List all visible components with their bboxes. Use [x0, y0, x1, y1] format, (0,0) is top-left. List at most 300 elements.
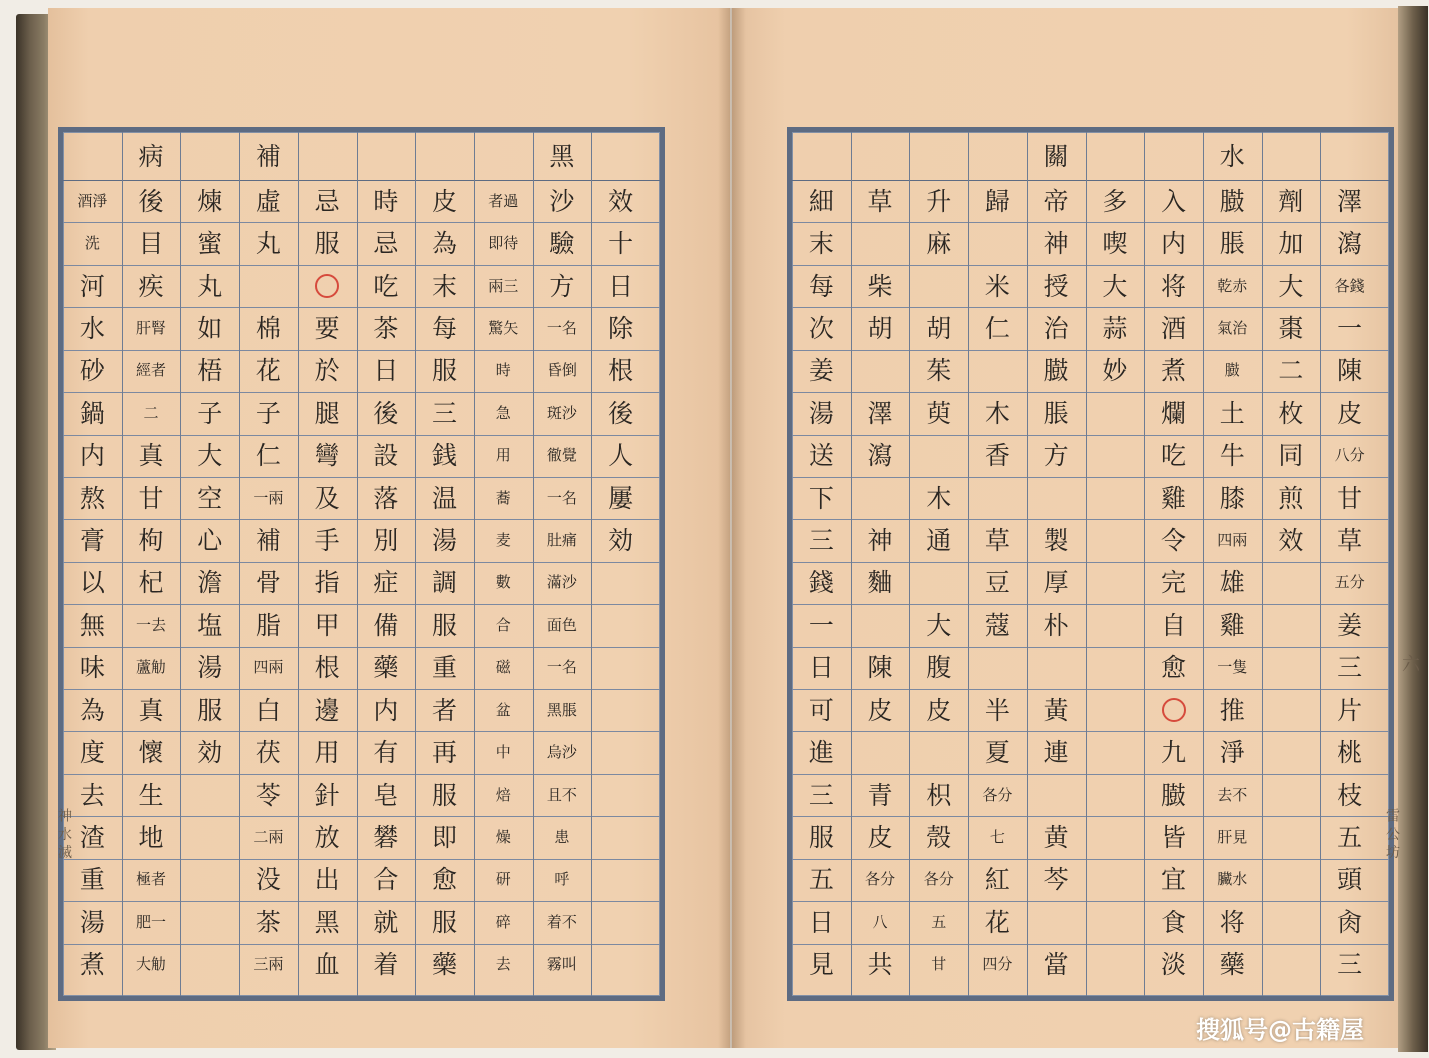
grid-char: 手	[314, 526, 340, 556]
grid-char: 日	[808, 653, 834, 683]
grid-char: 完	[1161, 568, 1187, 598]
grid-char: 澤	[1337, 186, 1363, 216]
annotation-note: 各錢	[1334, 276, 1365, 295]
grid-char: 雞	[1161, 483, 1187, 513]
annotation-note: 焙	[495, 785, 511, 804]
annotation-note: 乾赤	[1217, 276, 1248, 295]
grid-char: 細	[808, 186, 834, 216]
grid-char: 根	[314, 653, 340, 683]
grid-char: 湯	[79, 907, 105, 937]
grid-char: 朴	[1043, 610, 1069, 640]
grid-char: 共	[867, 950, 893, 980]
grid-char: 入	[1161, 186, 1187, 216]
grid-char: 胡	[926, 313, 952, 343]
annotation-note: 氣治	[1217, 318, 1248, 337]
grid-char: 皮	[867, 823, 893, 853]
grid-char: 神	[1043, 229, 1069, 259]
grid-char: 三	[808, 780, 834, 810]
grid-char: 及	[314, 483, 340, 513]
grid-char: 殼	[926, 823, 952, 853]
grid-char: 酒	[1161, 313, 1187, 343]
grid-char: 錢	[808, 568, 834, 598]
grid-char: 仁	[255, 441, 281, 471]
annotation-note: 二	[143, 403, 159, 422]
annotation-note: 大觔	[136, 955, 167, 974]
grid-char: 塩	[197, 610, 223, 640]
annotation-note: 蘆觔	[136, 658, 167, 677]
annotation-note: 一隻	[1217, 658, 1248, 677]
annotation-note: 昏倒	[546, 361, 577, 380]
grid-char: 人	[608, 441, 634, 471]
grid-char: 澤	[867, 398, 893, 428]
grid-char: 通	[926, 526, 952, 556]
grid-char: 大	[926, 610, 952, 640]
grid-char: 青	[867, 780, 893, 810]
row-rule	[792, 731, 1389, 732]
annotation-note: 一名	[546, 658, 577, 677]
grid-char: 歸	[984, 186, 1010, 216]
grid-char: 蔻	[984, 610, 1010, 640]
grid-char: 重	[432, 653, 458, 683]
grid-char: 麻	[926, 229, 952, 259]
annotation-note: 用	[495, 446, 511, 465]
grid-char: 澹	[197, 568, 223, 598]
grid-char: 大	[1102, 271, 1128, 301]
annotation-note: 四分	[982, 955, 1013, 974]
grid-char: 臌	[1043, 356, 1069, 386]
grid-char: 效	[1278, 526, 1304, 556]
annotation-note: 一兩	[253, 488, 284, 507]
grid-char: 棉	[255, 313, 281, 343]
grid-char: 味	[79, 653, 105, 683]
annotation-note: 中	[495, 743, 511, 762]
right-page-grid	[787, 127, 1394, 1001]
annotation-note: 烏沙	[546, 743, 577, 762]
annotation-note: 急	[495, 403, 511, 422]
grid-char: 備	[373, 610, 399, 640]
grid-char: 内	[79, 441, 105, 471]
grid-char: 升	[926, 186, 952, 216]
grid-char: 妙	[1102, 356, 1128, 386]
grid-char: 陳	[1337, 356, 1363, 386]
grid-char: 空	[197, 483, 223, 513]
annotation-note: 一名	[546, 488, 577, 507]
annotation-note: 臌	[1224, 361, 1240, 380]
annotation-note: 麦	[495, 531, 511, 550]
grid-char: 者	[432, 695, 458, 725]
annotation-note: 五	[931, 912, 947, 931]
annotation-note: 者過	[488, 191, 519, 210]
grid-char: 令	[1161, 526, 1187, 556]
grid-char: 瀉	[1337, 229, 1363, 259]
grid-char: 如	[197, 313, 223, 343]
grid-char: 送	[808, 441, 834, 471]
grid-char: 虛	[255, 186, 281, 216]
grid-char: 夏	[984, 738, 1010, 768]
grid-char: 喫	[1102, 229, 1128, 259]
grid-char: 臌	[1219, 186, 1245, 216]
left-edge-label: 神 水 滅	[56, 808, 72, 859]
grid-char: 下	[808, 483, 834, 513]
grid-char: 真	[138, 695, 164, 725]
grid-char: 花	[255, 356, 281, 386]
grid-char: 甘	[138, 483, 164, 513]
grid-char: 日	[808, 907, 834, 937]
right-edge-label: 雷 公 坊	[1384, 808, 1400, 859]
grid-char: 半	[984, 695, 1010, 725]
grid-char: 宜	[1161, 865, 1187, 895]
grid-char: 服	[314, 229, 340, 259]
grid-char: 治	[1043, 313, 1069, 343]
grid-char: 藥	[432, 950, 458, 980]
grid-char: 即	[432, 823, 458, 853]
annotation-note: 黑脹	[546, 700, 577, 719]
grid-char: 桃	[1337, 738, 1363, 768]
annotation-note: 一去	[136, 615, 167, 634]
grid-char: 用	[314, 738, 340, 768]
grid-char: 見	[808, 950, 834, 980]
grid-char: 去	[79, 780, 105, 810]
annotation-note: 八	[872, 912, 888, 931]
grid-char: 雞	[1219, 610, 1245, 640]
annotation-note: 合	[495, 615, 511, 634]
grid-char: 香	[984, 441, 1010, 471]
grid-char: 胡	[867, 313, 893, 343]
grid-char: 三	[432, 398, 458, 428]
grid-char: 白	[255, 695, 281, 725]
grid-char: 後	[608, 398, 634, 428]
grid-char: 煉	[197, 186, 223, 216]
annotation-note: 斑沙	[546, 403, 577, 422]
grid-char: 於	[314, 356, 340, 386]
grid-char: 礬	[373, 823, 399, 853]
grid-char: 地	[138, 823, 164, 853]
grid-char: 設	[373, 441, 399, 471]
grid-char: 豆	[984, 568, 1010, 598]
grid-char: 皂	[373, 780, 399, 810]
grid-char: 甘	[1337, 483, 1363, 513]
grid-char: 麯	[867, 568, 893, 598]
grid-char: 忌	[373, 229, 399, 259]
grid-char: 放	[314, 823, 340, 853]
grid-char: 目	[138, 229, 164, 259]
grid-char: 内	[1161, 229, 1187, 259]
grid-char: 心	[197, 526, 223, 556]
annotation-note: 數	[495, 573, 511, 592]
grid-char: 仁	[984, 313, 1010, 343]
grid-char: 每	[808, 271, 834, 301]
annotation-note: 各分	[923, 870, 954, 889]
grid-char: 五	[1337, 823, 1363, 853]
grid-char: 方	[549, 271, 575, 301]
grid-char: 芩	[1043, 865, 1069, 895]
annotation-note: 盆	[495, 700, 511, 719]
grid-char: 沙	[549, 186, 575, 216]
annotation-note: 呼	[554, 870, 570, 889]
grid-char: 末	[808, 229, 834, 259]
grid-char: 調	[432, 568, 458, 598]
grid-char: 再	[432, 738, 458, 768]
grid-char: 皆	[1161, 823, 1187, 853]
annotation-note: 一名	[546, 318, 577, 337]
grid-char: 膝	[1219, 483, 1245, 513]
grid-char: 脹	[1219, 229, 1245, 259]
grid-char: 蜜	[197, 229, 223, 259]
annotation-note: 磁	[495, 658, 511, 677]
grid-char: 落	[373, 483, 399, 513]
grid-char: 丸	[197, 271, 223, 301]
grid-char: 紅	[984, 865, 1010, 895]
grid-char: 血	[314, 950, 340, 980]
grid-char: 一	[1337, 313, 1363, 343]
grid-char: 淨	[1219, 738, 1245, 768]
annotation-note: 各分	[982, 785, 1013, 804]
grid-char: 木	[926, 483, 952, 513]
column-header-char: 病	[138, 141, 164, 171]
grid-char: 米	[984, 271, 1010, 301]
grid-char: 脂	[255, 610, 281, 640]
grid-char: 自	[1161, 610, 1187, 640]
grid-char: 枚	[1278, 398, 1304, 428]
annotation-note: 兩三	[488, 276, 519, 295]
grid-char: 日	[373, 356, 399, 386]
annotation-note: 極者	[136, 870, 167, 889]
grid-char: 加	[1278, 229, 1304, 259]
grid-char: 爛	[1161, 398, 1187, 428]
grid-char: 木	[984, 398, 1010, 428]
grid-char: 瀉	[867, 441, 893, 471]
annotation-note: 霧叫	[546, 955, 577, 974]
grid-char: 補	[255, 526, 281, 556]
grid-char: 三	[1337, 950, 1363, 980]
left-page-grid	[58, 127, 665, 1001]
grid-char: 臌	[1161, 780, 1187, 810]
grid-char: 茱	[926, 356, 952, 386]
annotation-note: 研	[495, 870, 511, 889]
grid-char: 疾	[138, 271, 164, 301]
grid-char: 湯	[432, 526, 458, 556]
grid-char: 授	[1043, 271, 1069, 301]
grid-char: 将	[1161, 271, 1187, 301]
grid-char: 黃	[1043, 695, 1069, 725]
grid-char: 花	[984, 907, 1010, 937]
grid-char: 神	[867, 526, 893, 556]
grid-char: 頭	[1337, 865, 1363, 895]
grid-char: 帝	[1043, 186, 1069, 216]
grid-char: 愈	[1161, 653, 1187, 683]
grid-char: 除	[608, 313, 634, 343]
grid-char: 膏	[79, 526, 105, 556]
grid-char: 合	[373, 865, 399, 895]
grid-char: 二	[1278, 356, 1304, 386]
grid-char: 連	[1043, 738, 1069, 768]
annotation-note: 二兩	[253, 828, 284, 847]
grid-char: 温	[432, 483, 458, 513]
grid-char: 子	[197, 398, 223, 428]
annotation-note: 且不	[546, 785, 577, 804]
grid-char: 大	[1278, 271, 1304, 301]
grid-char: 萸	[926, 398, 952, 428]
grid-char: 食	[1161, 907, 1187, 937]
grid-char: 草	[1337, 526, 1363, 556]
grid-char: 針	[314, 780, 340, 810]
grid-char: 厚	[1043, 568, 1069, 598]
grid-char: 丸	[255, 229, 281, 259]
grid-char: 忌	[314, 186, 340, 216]
grid-char: 彎	[314, 441, 340, 471]
grid-char: 皮	[867, 695, 893, 725]
book-gutter	[718, 8, 746, 1048]
column-header-char: 水	[1219, 141, 1245, 171]
grid-char: 効	[608, 526, 634, 556]
grid-char: 黑	[314, 907, 340, 937]
grid-char: 製	[1043, 526, 1069, 556]
grid-char: 十	[608, 229, 634, 259]
grid-char: 没	[255, 865, 281, 895]
grid-char: 每	[432, 313, 458, 343]
red-circle-mark	[1162, 698, 1186, 722]
grid-char: 無	[79, 610, 105, 640]
grid-char: 湯	[197, 653, 223, 683]
grid-char: 蒜	[1102, 313, 1128, 343]
grid-char: 一	[808, 610, 834, 640]
grid-char: 草	[867, 186, 893, 216]
grid-char: 効	[197, 738, 223, 768]
grid-char: 推	[1219, 695, 1245, 725]
grid-char: 牛	[1219, 441, 1245, 471]
annotation-note: 蕎	[495, 488, 511, 507]
grid-char: 服	[432, 907, 458, 937]
grid-char: 茯	[255, 738, 281, 768]
grid-char: 方	[1043, 441, 1069, 471]
grid-char: 三	[808, 526, 834, 556]
grid-char: 皮	[1337, 398, 1363, 428]
grid-char: 症	[373, 568, 399, 598]
grid-char: 陳	[867, 653, 893, 683]
grid-char: 着	[373, 950, 399, 980]
column-header-char: 黑	[549, 141, 575, 171]
annotation-note: 碎	[495, 912, 511, 931]
grid-char: 苓	[255, 780, 281, 810]
annotation-note: 七	[989, 828, 1005, 847]
grid-char: 草	[984, 526, 1010, 556]
grid-char: 砂	[79, 356, 105, 386]
annotation-note: 肚痛	[546, 531, 577, 550]
grid-char: 要	[314, 313, 340, 343]
right-corner-mark: 六	[1402, 654, 1420, 675]
grid-char: 子	[255, 398, 281, 428]
grid-char: 姜	[1337, 610, 1363, 640]
annotation-note: 四兩	[1217, 531, 1248, 550]
annotation-note: 肥一	[136, 912, 167, 931]
grid-char: 肏	[1337, 907, 1363, 937]
grid-char: 有	[373, 738, 399, 768]
grid-char: 當	[1043, 950, 1069, 980]
annotation-note: 五分	[1334, 573, 1365, 592]
grid-char: 雄	[1219, 568, 1245, 598]
red-circle-mark	[315, 274, 339, 298]
annotation-note: 八分	[1334, 446, 1365, 465]
annotation-note: 肝腎	[136, 318, 167, 337]
grid-char: 水	[79, 313, 105, 343]
grid-char: 熬	[79, 483, 105, 513]
grid-char: 将	[1219, 907, 1245, 937]
grid-char: 出	[314, 865, 340, 895]
grid-char: 鍋	[79, 398, 105, 428]
grid-char: 進	[808, 738, 834, 768]
grid-char: 為	[79, 695, 105, 725]
grid-char: 邊	[314, 695, 340, 725]
grid-char: 脹	[1043, 398, 1069, 428]
grid-char: 後	[138, 186, 164, 216]
grid-char: 吃	[373, 271, 399, 301]
grid-char: 枸	[138, 526, 164, 556]
annotation-note: 各分	[865, 870, 896, 889]
grid-char: 大	[197, 441, 223, 471]
annotation-note: 患	[554, 828, 570, 847]
grid-char: 屢	[608, 483, 634, 513]
annotation-note: 徹覺	[546, 446, 577, 465]
grid-char: 河	[79, 271, 105, 301]
grid-char: 骨	[255, 568, 281, 598]
watermark: 搜狐号@古籍屋	[1196, 1016, 1364, 1044]
grid-char: 渣	[79, 823, 105, 853]
grid-char: 枳	[926, 780, 952, 810]
grid-char: 茶	[255, 907, 281, 937]
grid-char: 皮	[432, 186, 458, 216]
grid-char: 後	[373, 398, 399, 428]
grid-char: 片	[1337, 695, 1363, 725]
grid-char: 服	[197, 695, 223, 725]
grid-char: 藥	[373, 653, 399, 683]
grid-char: 茶	[373, 313, 399, 343]
grid-char: 吃	[1161, 441, 1187, 471]
annotation-note: 洗	[84, 234, 100, 253]
annotation-note: 去	[495, 955, 511, 974]
grid-char: 效	[608, 186, 634, 216]
grid-char: 愈	[432, 865, 458, 895]
grid-char: 杞	[138, 568, 164, 598]
right-book-edge	[1398, 6, 1428, 1052]
grid-char: 重	[79, 865, 105, 895]
column-header-char: 關	[1043, 141, 1069, 171]
grid-char: 淡	[1161, 950, 1187, 980]
grid-char: 甲	[314, 610, 340, 640]
grid-char: 度	[79, 738, 105, 768]
row-rule	[792, 604, 1389, 605]
annotation-note: 去不	[1217, 785, 1248, 804]
grid-char: 銭	[432, 441, 458, 471]
grid-char: 就	[373, 907, 399, 937]
grid-char: 梧	[197, 356, 223, 386]
grid-char: 湯	[808, 398, 834, 428]
grid-char: 時	[373, 186, 399, 216]
grid-char: 柴	[867, 271, 893, 301]
grid-char: 内	[373, 695, 399, 725]
grid-char: 生	[138, 780, 164, 810]
grid-char: 驗	[549, 229, 575, 259]
grid-char: 真	[138, 441, 164, 471]
annotation-note: 臟水	[1217, 870, 1248, 889]
grid-char: 五	[808, 865, 834, 895]
grid-char: 可	[808, 695, 834, 725]
grid-char: 指	[314, 568, 340, 598]
grid-char: 末	[432, 271, 458, 301]
grid-char: 棗	[1278, 313, 1304, 343]
annotation-note: 肝見	[1217, 828, 1248, 847]
annotation-note: 着不	[546, 912, 577, 931]
grid-char: 土	[1219, 398, 1245, 428]
